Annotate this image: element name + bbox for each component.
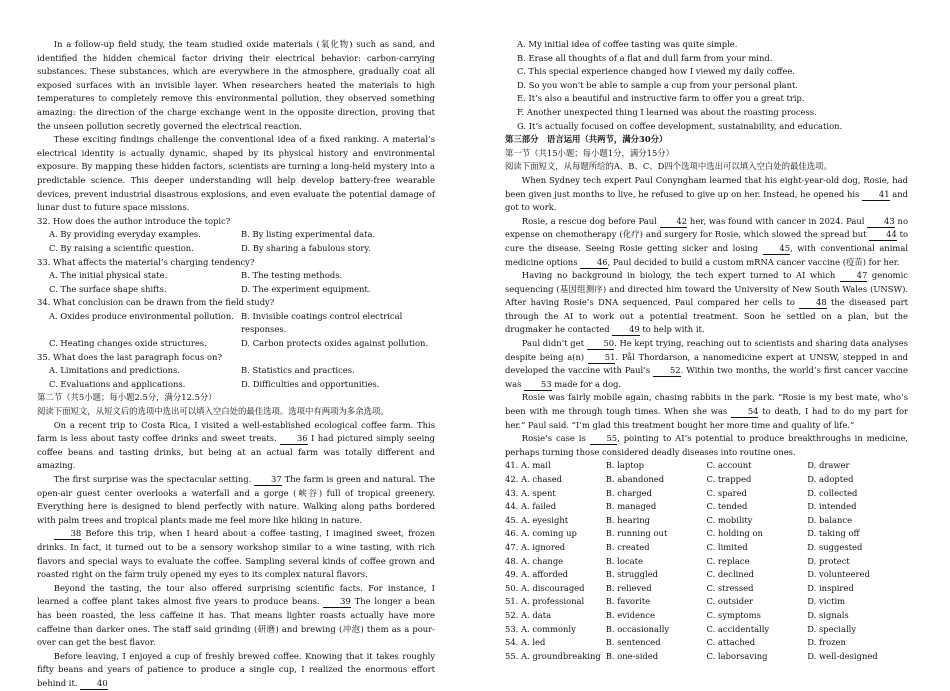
answer-option[interactable]: A. Oxides produce environmental pollution.: [49, 310, 234, 321]
cloze-blank[interactable]: 44: [869, 229, 896, 241]
cloze-answer-option[interactable]: 45. A. eyesight: [505, 514, 569, 525]
cloze-text: . Pål Thordarson, a nanomedicine expert at UNSW, stepped in and developed the vaccine with Paul’s: [505, 351, 908, 376]
question-options: [37, 228, 435, 255]
cloze-paragraph: [505, 337, 908, 391]
cloze-text: Rosie’s case is: [521, 433, 590, 444]
cloze-answer-option[interactable]: 47. A. ignored: [505, 541, 566, 552]
cloze-answer-option[interactable]: C. trapped: [706, 474, 752, 484]
cloze-paragraph: [505, 391, 908, 432]
passage-7c5-paragraph-3: 38 Before this trip, when I heard about a coffee tasting, I imagined sweet, frozen drinks. In fact, it turned out to be a sensory workshop similar to a wine tasting, with rich flavors and special ways to evaluate the coffee. Sampling several kinds of coffee grown and roasted right on the farm truly opened my eyes to its complex natural flavors.: [37, 528, 435, 580]
choice-option[interactable]: C. This special experience changed how I viewed my daily coffee.: [517, 66, 795, 77]
question-stem: 35. What does the last paragraph focus on?: [37, 351, 222, 362]
reading-questions: [37, 215, 435, 392]
cloze-answer-option[interactable]: B. one-sided: [605, 650, 659, 661]
cloze-answer-option[interactable]: 44. A. failed: [505, 501, 557, 512]
cloze-text: Having no background in biology, the tech expert turned to AI which: [521, 270, 840, 281]
answer-option[interactable]: D. The experiment equipment.: [241, 283, 371, 294]
cloze-answer-option[interactable]: C. symptoms: [706, 609, 761, 620]
answer-option[interactable]: B. Invisible coatings control electrical responses.: [241, 310, 403, 335]
choice-option[interactable]: G. It’s actually focused on coffee development, sustainability, and education.: [517, 120, 843, 131]
cloze-answer-option[interactable]: 49. A. afforded: [505, 569, 569, 580]
question-stem: 32. How does the author introduce the topic?: [37, 215, 231, 226]
cloze-answer-option[interactable]: D. signals: [807, 609, 849, 620]
blank-38[interactable]: 38: [54, 528, 81, 540]
cloze-text: , pointing to AI’s potential to produce breakthroughs in medicine, perhaps turning those considered deadly diseases into routine ones.: [505, 433, 908, 457]
answer-option[interactable]: C. The surface shape shifts.: [49, 283, 167, 294]
cloze-blank[interactable]: 41: [862, 189, 889, 201]
passage-7c5-paragraph-1: On a recent trip to Costa Rica, I visited a well-established ecological coffee farm. This farm is less about tasty coffee drinks and sweet treats. 36 I had pictured simply seeing coffee beans and tasting drinks, but being at an actual farm was totally different and amazing.: [37, 419, 436, 471]
passage-7c5-paragraph-2: The first surprise was the spectacular setting. 37 The farm is green and natural. The open-air guest center overlooks a waterfall and a gorge (峡谷) full of tropical greenery. Everything here is designed to blend perfectly with nature. Walking along paths bordered with palm trees and tropical plants made me feel more like hiking in nature.: [37, 474, 435, 525]
answer-option[interactable]: B. Statistics and practices.: [241, 365, 355, 376]
choice-option[interactable]: B. Erase all thoughts of a flat and dull farm from your mind.: [517, 52, 773, 63]
cloze-answer-option[interactable]: B. evidence: [605, 609, 655, 620]
cloze-answer-option[interactable]: D. drawer: [807, 460, 850, 471]
cloze-section-heading: 第一节（共15小题；每小题1分，满分15分）: [505, 147, 675, 158]
cloze-blank[interactable]: 49: [612, 324, 639, 336]
cloze-answer-option[interactable]: C. outsider: [706, 596, 754, 607]
cloze-text: to cure the disease. Seeing Rosie getting sicker and losing: [505, 229, 908, 253]
cloze-answer-option[interactable]: B. abandoned: [605, 474, 665, 484]
cloze-answer-option[interactable]: B. laptop: [605, 460, 645, 471]
cloze-answer-option[interactable]: D. specially: [807, 623, 857, 634]
cloze-text: made for a dog.: [551, 378, 622, 389]
cloze-answer-option[interactable]: D. adopted: [807, 474, 854, 484]
cloze-answer-option[interactable]: 46. A. coming up: [505, 528, 577, 539]
cloze-blank[interactable]: 54: [731, 406, 758, 418]
answer-option[interactable]: D. Difficulties and opportunities.: [241, 378, 380, 389]
cloze-answer-option[interactable]: C. replace: [706, 555, 750, 566]
cloze-text: her, was found with cancer in 2024. Paul: [687, 215, 868, 226]
cloze-answer-option[interactable]: D. intended: [807, 501, 857, 512]
cloze-blank[interactable]: 42: [660, 216, 687, 228]
passage-paragraph: These exciting findings challenge the conventional idea of a fixed ranking. A material’s electrical identity is actually dynamic, shaped by its physical history and environmental exposure. By mapping these hidden factors, scientists are turning a long-held mystery into a predictable science. This deeper understanding will help develop battery-free wearable devices, prevent industrial disastrous explosions, and even evaluate the potential damage of lunar dust to future space missions.: [37, 134, 435, 213]
answer-option[interactable]: D. Carbon protects oxides against pollution.: [241, 338, 429, 349]
cloze-text: the diseased part through the AI to work out a potential treatment. Soon he settled on a plan, but the drugmaker he contacted: [505, 297, 908, 335]
cloze-text: Paul didn’t get: [521, 338, 587, 349]
cloze-answer-option[interactable]: B. favorite: [605, 596, 651, 607]
choice-option[interactable]: E. It’s also a beautiful and instructive farm to offer you a great trip.: [517, 93, 805, 104]
cloze-answer-option[interactable]: C. holding on: [706, 528, 763, 539]
question-stem: 33. What affects the material’s charging tendency?: [37, 256, 255, 267]
question-options: [37, 269, 435, 296]
cloze-answer-grid: [505, 459, 908, 663]
cloze-answer-option[interactable]: B. managed: [605, 501, 657, 512]
cloze-answer-option[interactable]: C. account: [706, 460, 752, 471]
cloze-answer-option[interactable]: B. hearing: [605, 514, 651, 525]
cloze-answer-option[interactable]: B. sentenced: [605, 637, 661, 648]
cloze-answer-option[interactable]: C. stressed: [706, 582, 754, 593]
passage-c-paragraphs: [37, 38, 435, 215]
answer-option[interactable]: A. By providing everyday examples.: [49, 229, 201, 240]
cloze-text: . He kept trying, reaching out to scientists and sharing data analyses despite being a(n): [505, 338, 908, 362]
cloze-text: to help with it.: [639, 324, 705, 335]
cloze-answer-option[interactable]: B. relieved: [605, 582, 652, 593]
cloze-answer-option[interactable]: 43. A. spent: [505, 487, 556, 498]
choice-option[interactable]: D. So you won’t be able to sample a cup from your personal plant.: [517, 79, 799, 90]
cloze-blank[interactable]: 45: [763, 243, 790, 255]
cloze-text: genomic sequencing (基因组测序) and directed him toward the University of New South Wales (UNSW). After having Rosie’s DNA sequenced, Paul compared her cells to: [505, 270, 908, 308]
cloze-blank[interactable]: 53: [524, 379, 551, 391]
answer-option[interactable]: A. The initial physical state.: [49, 270, 168, 281]
answer-option[interactable]: C. By raising a scientific question.: [49, 242, 194, 253]
cloze-passage: [505, 174, 908, 459]
cloze-answer-option[interactable]: D. volunteered: [807, 569, 870, 580]
cloze-answer-option[interactable]: 42. A. chased: [505, 474, 563, 484]
question-stem: 34. What conclusion can be drawn from the field study?: [37, 297, 275, 308]
cloze-text: no expense on chemotherapy (化疗) and surgery for Rosie, which slowed the spread but: [505, 215, 908, 240]
cloze-answer-option[interactable]: C. tended: [706, 501, 748, 512]
cloze-blank[interactable]: 52: [653, 365, 680, 377]
cloze-text: Rosie was fairly mobile again, chasing rabbits in the park. “Rosie is my best mate, who’s been with me through tough times. When she was: [505, 392, 908, 417]
question-options: [37, 310, 435, 351]
cloze-answer-option[interactable]: C. accidentally: [706, 623, 770, 634]
cloze-text: to death, I had to do my part for her.” Paul said. “I’m glad this treatment bought her more time and quality of life.”: [505, 406, 908, 430]
cloze-answer-option[interactable]: 48. A. change: [505, 555, 564, 566]
section2-instruction: 阅读下面短文，从短文后的选项中选出可以填入空白处的最佳选项。选项中有两项为多余选项。: [37, 406, 389, 417]
cloze-paragraph: [505, 215, 908, 269]
cloze-text: When Sydney tech expert Paul Conyngham learned that his eight-year-old dog, Rosie, had been given just months to live, he refused to give up on her. Instead, he opened his: [505, 174, 908, 199]
cloze-blank[interactable]: 55: [590, 433, 617, 445]
cloze-text: , with conventional animal medicine options: [505, 242, 908, 267]
seven-choice-options: [505, 38, 908, 133]
cloze-paragraph: [505, 174, 908, 215]
cloze-answer-option[interactable]: B. occasionally: [605, 623, 670, 634]
passage-paragraph: In a follow-up field study, the team studied oxide materials (氧化物) such as sand, and identified the hidden chemical factor driving their electrical behavior: carbon-carrying substances. These substances, which are everywhere in the atmosphere, gradually coat all exposed surfaces with an invisible layer. When researchers heated the materials to high temperatures to completely remove this environmental pollution, they observed something amazing: the direction of the charge exchange went in the opposite direction, proving that the unseen pollution secretly governed the electrical reaction.: [37, 39, 435, 131]
cloze-answer-option[interactable]: 50. A. discouraged: [505, 582, 585, 593]
section2-heading: 第二节（共5小题；每小题2.5分，满分12.5分）: [37, 392, 217, 403]
cloze-answer-option[interactable]: D. victim: [807, 596, 846, 607]
left-column: [37, 38, 435, 691]
cloze-answer-option[interactable]: B. struggled: [605, 569, 659, 580]
blank-37[interactable]: 37: [254, 474, 281, 486]
cloze-blank[interactable]: 47: [840, 270, 867, 282]
answer-option[interactable]: C. Evaluations and applications.: [49, 378, 186, 389]
choice-option[interactable]: A. My initial idea of coffee tasting was quite simple.: [517, 39, 738, 49]
blank-36[interactable]: 36: [280, 433, 307, 445]
cloze-answer-option[interactable]: B. charged: [605, 487, 652, 498]
choice-option[interactable]: F. Another unexpected thing I learned was about the roasting process.: [517, 106, 817, 117]
blank-39[interactable]: 39: [323, 596, 350, 608]
answer-option[interactable]: C. Heating changes oxide structures.: [49, 338, 207, 349]
cloze-blank[interactable]: 50: [587, 338, 614, 350]
cloze-answer-option[interactable]: C. laborsaving: [706, 650, 768, 661]
cloze-blank[interactable]: 48: [799, 297, 826, 309]
cloze-blank[interactable]: 51: [588, 352, 615, 364]
answer-option[interactable]: B. By listing experimental data.: [241, 229, 376, 240]
cloze-answer-option[interactable]: D. inspired: [807, 582, 854, 593]
cloze-answer-option[interactable]: D. well-designed: [807, 650, 878, 661]
cloze-blank[interactable]: 43: [867, 216, 894, 228]
cloze-answer-option[interactable]: C. spared: [706, 487, 747, 498]
cloze-answer-option[interactable]: 53. A. commonly: [505, 623, 576, 634]
cloze-answer-option[interactable]: C. limited: [706, 541, 748, 552]
cloze-answer-option[interactable]: D. suggested: [807, 541, 863, 552]
cloze-text: and got to work.: [505, 188, 908, 213]
cloze-answer-option[interactable]: D. frozen: [807, 637, 846, 648]
cloze-answer-option[interactable]: D. protect: [807, 555, 850, 566]
right-column: [505, 38, 908, 663]
cloze-answer-option[interactable]: C. attached: [706, 637, 756, 648]
cloze-paragraph: [505, 432, 908, 459]
cloze-paragraph: [505, 269, 908, 337]
cloze-answer-option[interactable]: D. taking off: [807, 528, 860, 539]
cloze-answer-option[interactable]: C. declined: [706, 569, 755, 580]
passage-7c5-paragraph-4: Beyond the tasting, the tour also offered surprising scientific facts. For instance, I learned a coffee plant takes almost five years to produce beans. 39 The longer a bean has been roasted, the less caffeine it has. That means lighter roasts actually have more caffeine than darker ones. The staff said grinding (研磨) and brewing (冲泡) them as a pour-over can get the best flavor.: [37, 582, 436, 648]
cloze-answer-option[interactable]: 51. A. professional: [505, 596, 585, 607]
answer-option[interactable]: B. The testing methods.: [241, 270, 343, 281]
cloze-answer-option[interactable]: 52. A. data: [505, 609, 552, 620]
answer-option[interactable]: A. Limitations and predictions.: [49, 365, 180, 376]
blank-40[interactable]: 40: [80, 678, 107, 690]
cloze-answer-option[interactable]: B. running out: [605, 528, 668, 539]
cloze-answer-option[interactable]: D. balance: [807, 514, 853, 525]
cloze-answer-option[interactable]: B. locate: [605, 555, 643, 566]
cloze-answer-option[interactable]: D. collected: [807, 487, 858, 498]
answer-option[interactable]: D. By sharing a fabulous story.: [241, 242, 371, 253]
cloze-text: . Within two months, the world’s first cancer vaccine was: [505, 365, 908, 389]
passage-7c5-paragraph-5: Before leaving, I enjoyed a cup of freshly brewed coffee. Knowing that it takes roughly fifty beans and years of patience to produce a single cup, I realized the enormous effort behind it. 40: [37, 650, 435, 688]
cloze-text: , Paul decided to build a custom mRNA cancer vaccine (疫苗) for her.: [607, 256, 900, 267]
cloze-answer-option[interactable]: 41. A. mail: [505, 460, 551, 471]
cloze-instruction: 阅读下面短文，从每题所给的A、B、C、D四个选项中选出可以填入空白处的最佳选项。: [505, 161, 832, 172]
cloze-answer-option[interactable]: 54. A. led: [505, 637, 546, 648]
cloze-answer-option[interactable]: 55. A. groundbreaking: [505, 650, 601, 661]
part3-heading: 第三部分 语言运用（共两节，满分30分）: [505, 134, 668, 145]
cloze-blank[interactable]: 46: [580, 257, 607, 269]
question-options: [37, 364, 435, 391]
cloze-answer-option[interactable]: C. mobility: [706, 514, 753, 525]
cloze-answer-option[interactable]: B. created: [605, 541, 650, 552]
cloze-text: Rosie, a rescue dog before Paul: [521, 215, 660, 226]
